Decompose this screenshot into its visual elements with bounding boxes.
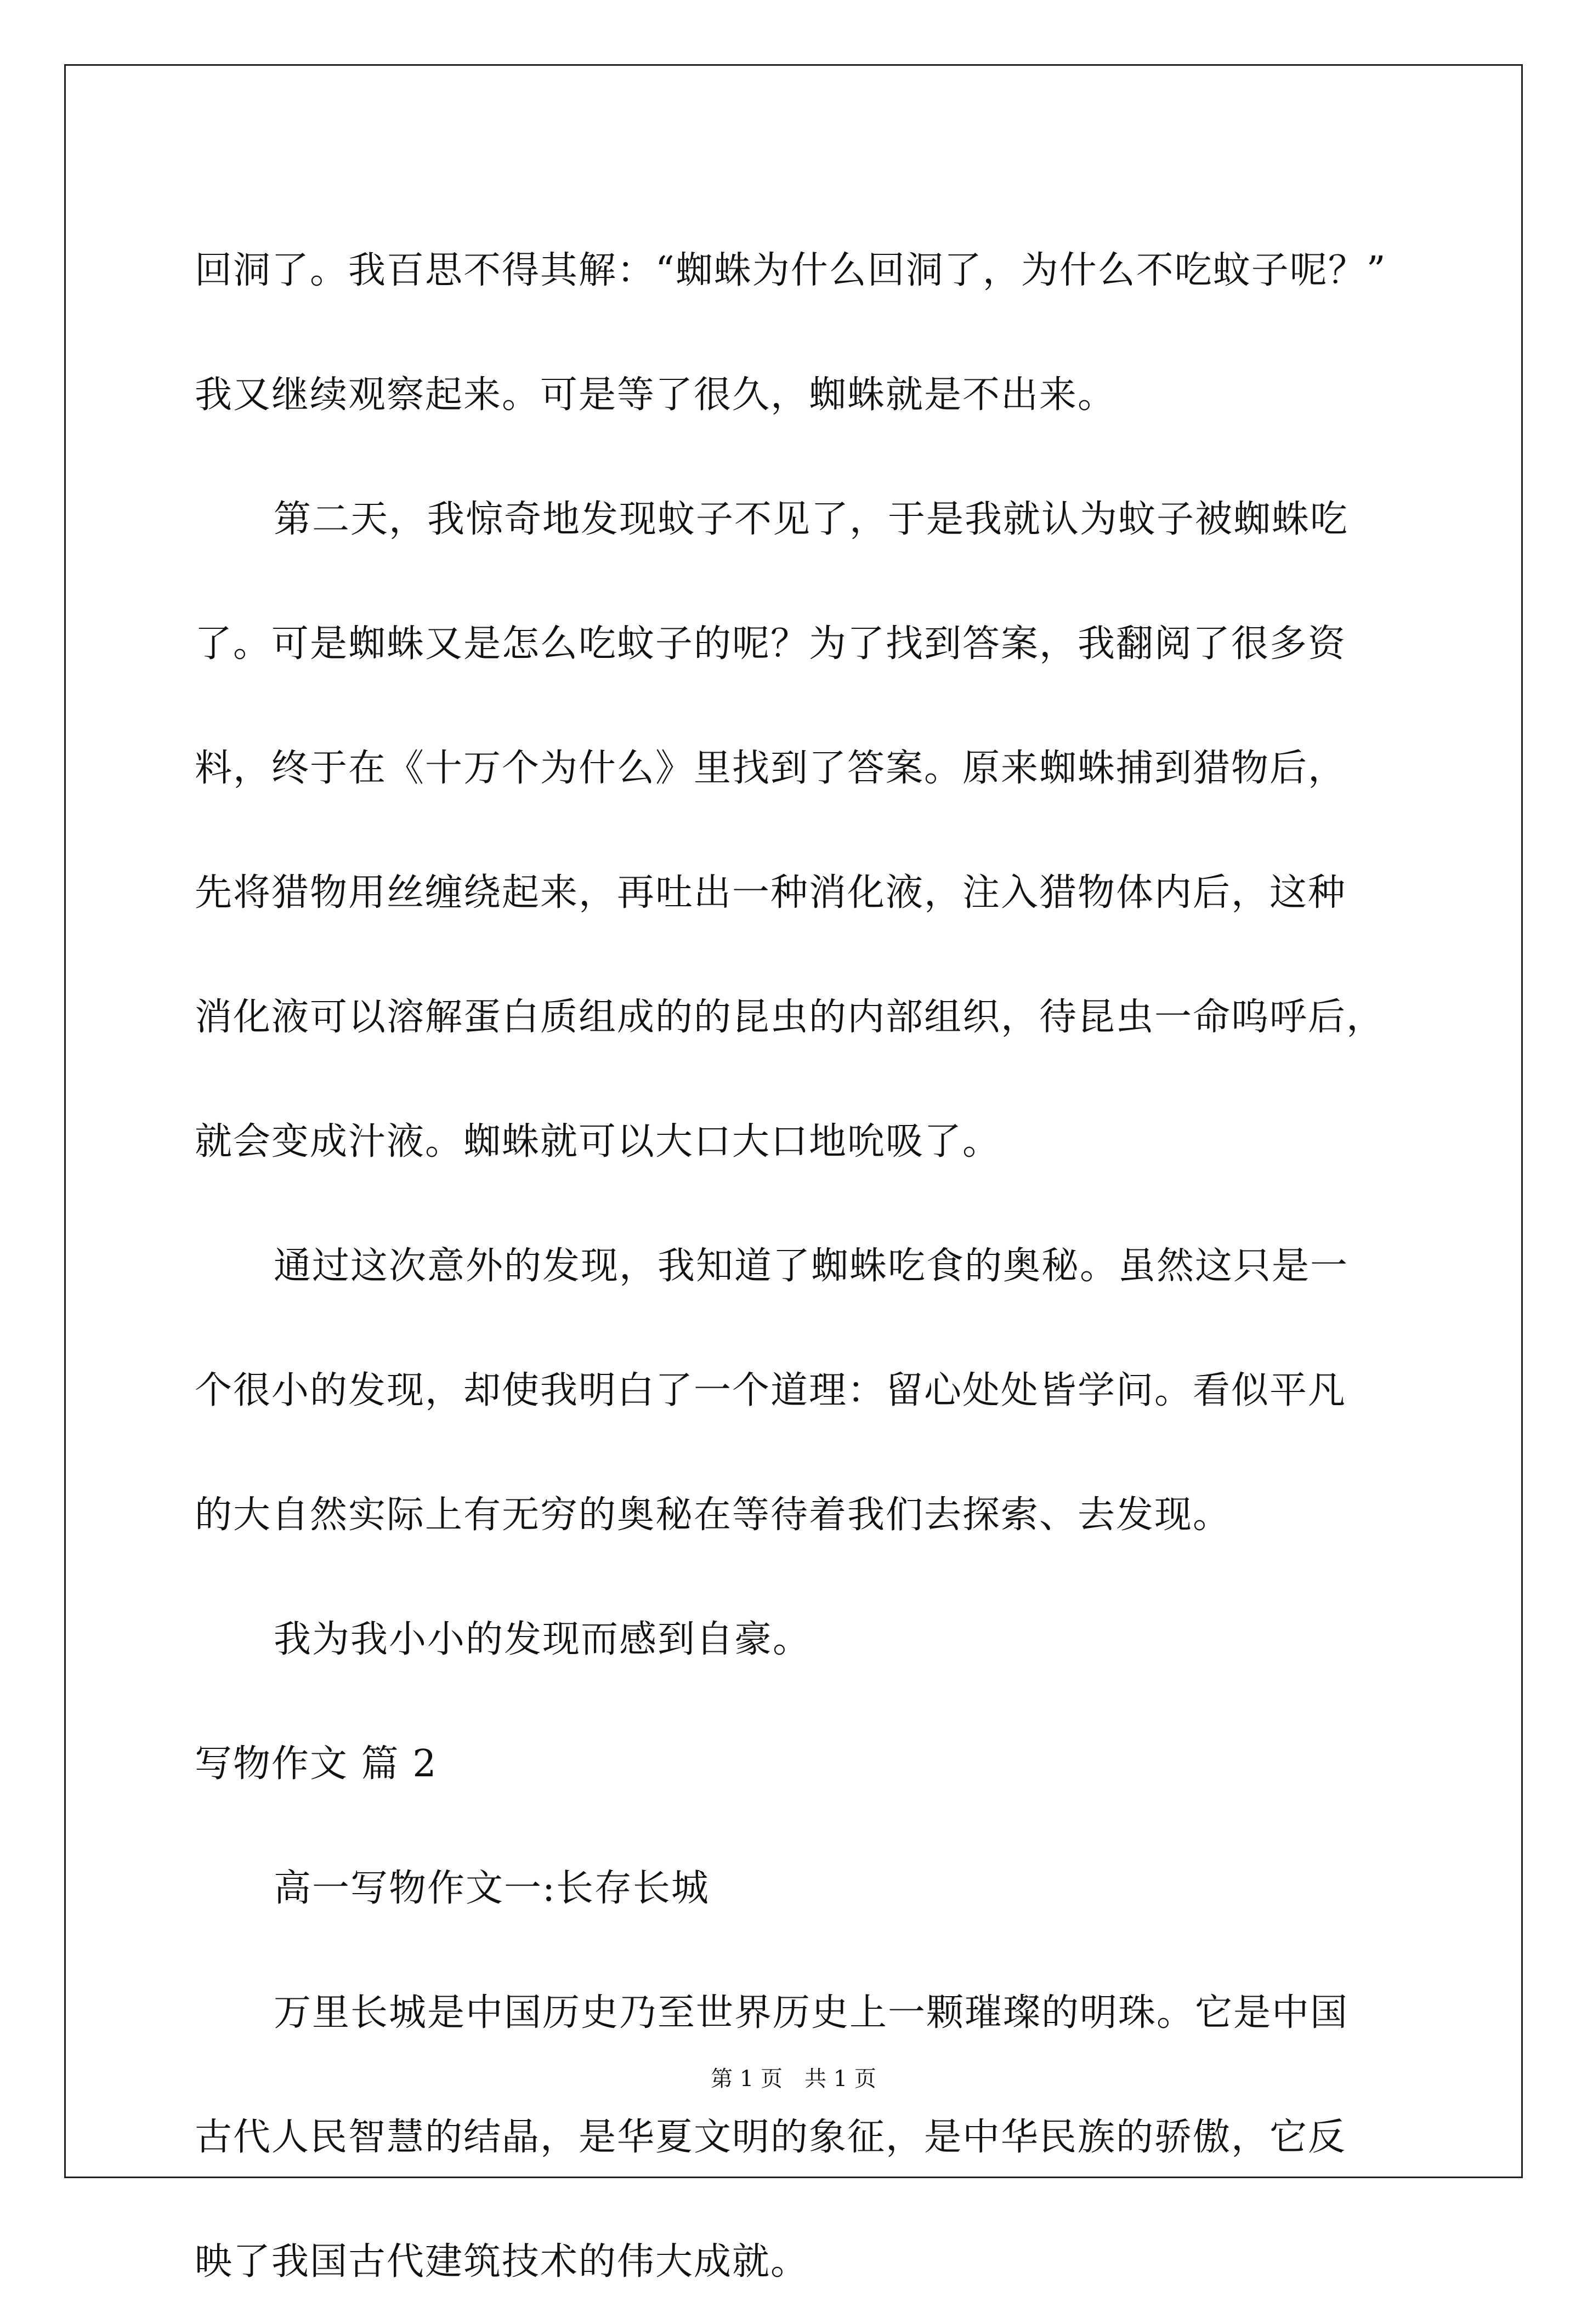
text-line: 的大自然实际上有无穷的奥秘在等待着我们去探索、去发现。 xyxy=(195,1493,1232,1537)
section-heading: 写物作文 篇 2 xyxy=(195,1742,438,1786)
paragraph-start-line: 我为我小小的发现而感到自豪。 xyxy=(274,1618,812,1661)
paragraph-start-line: 第二天，我惊奇地发现蚊子不见了，于是我就认为蚊子被蜘蛛吃 xyxy=(274,498,1349,541)
text-line: 就会变成汁液。蜘蛛就可以大口大口地吮吸了。 xyxy=(195,1120,1001,1163)
document-body xyxy=(195,208,1390,2324)
text-line: 回洞了。我百思不得其解：“蜘蛛为什么回洞了，为什么不吃蚊子呢？” xyxy=(195,249,1387,292)
paragraph-start-line: 通过这次意外的发现，我知道了蜘蛛吃食的奥秘。虽然这只是一 xyxy=(274,1245,1349,1288)
text-line: 消化液可以溶解蛋白质组成的的昆虫的内部组织，待昆虫一命呜呼后， xyxy=(195,996,1385,1039)
text-line: 我又继续观察起来。可是等了很久，蜘蛛就是不出来。 xyxy=(195,373,1116,417)
text-line: 了。可是蜘蛛又是怎么吃蚊子的呢？为了找到答案，我翻阅了很多资 xyxy=(195,622,1347,666)
text-line: 个很小的发现，却使我明白了一个道理：留心处处皆学问。看似平凡 xyxy=(195,1369,1347,1412)
subtitle-line: 高一写物作文一:长存长城 xyxy=(274,1867,710,1910)
text-line: 古代人民智慧的结晶，是华夏文明的象征，是中华民族的骄傲，它反 xyxy=(195,2116,1347,2159)
paragraph-start-line: 万里长城是中国历史乃至世界历史上一颗璀璨的明珠。它是中国 xyxy=(274,1991,1349,2035)
text-line: 先将猎物用丝缠绕起来，再吐出一种消化液，注入猎物体内后，这种 xyxy=(195,871,1347,914)
text-line: 映了我国古代建筑技术的伟大成就。 xyxy=(195,2240,809,2283)
text-line: 料，终于在《十万个为什么》里找到了答案。原来蜘蛛捕到猎物后， xyxy=(195,747,1347,790)
page-footer: 第 1 页 共 1 页 xyxy=(711,2066,876,2092)
